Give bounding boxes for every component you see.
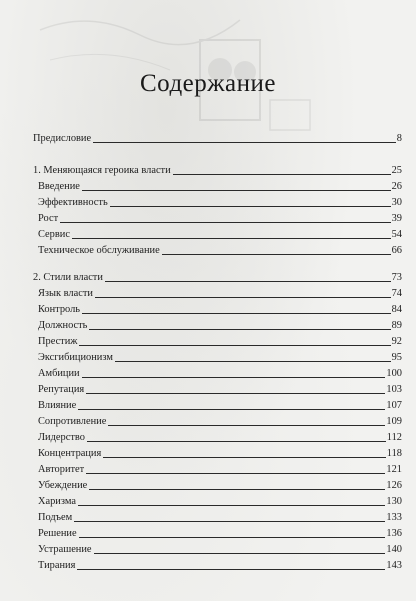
toc-leader bbox=[110, 205, 391, 207]
toc-leader bbox=[72, 237, 391, 239]
toc-entry bbox=[33, 129, 402, 145]
toc-entry-page: 8 bbox=[396, 133, 402, 144]
toc-leader bbox=[108, 424, 385, 426]
toc-entry-page: 112 bbox=[386, 432, 402, 443]
toc-entry-label: Эффективность bbox=[38, 197, 108, 208]
toc-entry bbox=[38, 524, 402, 540]
toc-entry-label: Харизма bbox=[38, 496, 76, 507]
toc-leader bbox=[79, 536, 386, 538]
toc-leader bbox=[77, 568, 385, 570]
toc-entry-page: 25 bbox=[391, 165, 402, 176]
toc-leader bbox=[79, 344, 390, 346]
toc-entry bbox=[38, 348, 402, 364]
toc-entry bbox=[38, 225, 402, 241]
toc-entry-page: 26 bbox=[391, 181, 402, 192]
toc-leader bbox=[60, 221, 390, 223]
toc-entry bbox=[33, 161, 402, 177]
toc-leader bbox=[82, 312, 391, 314]
toc-entry-page: 143 bbox=[386, 560, 402, 571]
toc-entry bbox=[38, 556, 402, 572]
toc-entry-label: Контроль bbox=[38, 304, 81, 315]
toc-entry-page: 118 bbox=[386, 448, 402, 459]
toc-entry-page: 130 bbox=[386, 496, 402, 507]
toc-entry-page: 133 bbox=[386, 512, 402, 523]
toc-entry bbox=[38, 316, 402, 332]
toc-leader bbox=[162, 253, 391, 255]
toc-entry bbox=[38, 332, 402, 348]
toc-entry-page: 103 bbox=[386, 384, 402, 395]
toc-entry-label: 2. Стили власти bbox=[33, 272, 103, 283]
toc-entry-label: Авторитет bbox=[38, 464, 85, 475]
toc-entry-page: 140 bbox=[386, 544, 402, 555]
toc-entry bbox=[38, 396, 402, 412]
toc-leader bbox=[82, 376, 386, 378]
toc-entry bbox=[38, 193, 402, 209]
toc-entry bbox=[38, 444, 402, 460]
toc-entry-page: 121 bbox=[386, 464, 402, 475]
toc-entry-label: Влияние bbox=[38, 400, 77, 411]
toc-entry-page: 66 bbox=[391, 245, 402, 256]
toc-entry-page: 92 bbox=[391, 336, 402, 347]
toc-entry-label: Техническое обслуживание bbox=[38, 245, 160, 256]
toc-leader bbox=[78, 504, 385, 506]
toc-leader bbox=[82, 189, 391, 191]
toc-entry bbox=[38, 492, 402, 508]
toc-entry bbox=[38, 476, 402, 492]
toc-entry bbox=[38, 284, 402, 300]
toc-leader bbox=[115, 360, 391, 362]
toc-entry-page: 100 bbox=[386, 368, 402, 379]
toc-entry-label: Концентрация bbox=[38, 448, 102, 459]
toc-entry bbox=[33, 268, 402, 284]
toc-entry bbox=[38, 508, 402, 524]
toc-entry-page: 136 bbox=[386, 528, 402, 539]
toc-leader bbox=[86, 392, 385, 394]
toc-leader bbox=[93, 141, 396, 143]
toc-leader bbox=[94, 552, 386, 554]
toc-entry-label: Язык власти bbox=[38, 288, 93, 299]
toc-entry-page: 95 bbox=[391, 352, 402, 363]
toc-entry-label: Должность bbox=[38, 320, 88, 331]
toc-entry-page: 74 bbox=[391, 288, 402, 299]
toc-entry bbox=[38, 412, 402, 428]
toc-entry-page: 126 bbox=[386, 480, 402, 491]
toc-entry-label: Убеждение bbox=[38, 480, 88, 491]
toc-entry-label: Тирания bbox=[38, 560, 76, 571]
toc-entry bbox=[38, 300, 402, 316]
toc-entry-label: Устрашение bbox=[38, 544, 92, 555]
toc-leader bbox=[87, 440, 386, 442]
toc-entry bbox=[38, 428, 402, 444]
toc-leader bbox=[89, 488, 385, 490]
toc-leader bbox=[95, 296, 391, 298]
toc-entry-label: Репутация bbox=[38, 384, 85, 395]
toc-entry bbox=[38, 540, 402, 556]
toc-entry-label: Престиж bbox=[38, 336, 78, 347]
toc-entry-page: 109 bbox=[386, 416, 402, 427]
toc-entry-label: Сопротивление bbox=[38, 416, 107, 427]
toc-entry bbox=[38, 241, 402, 257]
toc-entry-page: 84 bbox=[391, 304, 402, 315]
toc-entry-label: Лидерство bbox=[38, 432, 85, 443]
toc-entry-label: Эксгибиционизм bbox=[38, 352, 113, 363]
toc-entry-page: 39 bbox=[391, 213, 402, 224]
toc-entry-label: Рост bbox=[38, 213, 59, 224]
toc-entry-label: Введение bbox=[38, 181, 80, 192]
toc-leader bbox=[89, 328, 390, 330]
toc-entry-label: Подъем bbox=[38, 512, 73, 523]
toc-entry-page: 73 bbox=[391, 272, 402, 283]
toc-entry bbox=[38, 460, 402, 476]
toc-entry-label: Амбиции bbox=[38, 368, 80, 379]
toc-entry-page: 107 bbox=[386, 400, 402, 411]
toc-entry bbox=[38, 380, 402, 396]
toc-entry bbox=[38, 177, 402, 193]
toc-leader bbox=[103, 456, 386, 458]
toc-leader bbox=[74, 520, 385, 522]
toc-entry-label: Предисловие bbox=[33, 133, 92, 144]
toc-entry-page: 30 bbox=[391, 197, 402, 208]
toc-entry bbox=[38, 364, 402, 380]
toc-entry-label: Решение bbox=[38, 528, 77, 539]
toc-entry-page: 89 bbox=[391, 320, 402, 331]
toc-entry-label: Сервис bbox=[38, 229, 70, 240]
toc-leader bbox=[105, 280, 391, 282]
toc-entry bbox=[38, 209, 402, 225]
page-title: Содержание bbox=[140, 70, 276, 97]
toc-leader bbox=[78, 408, 385, 410]
toc-entry-label: 1. Меняющаяся героика власти bbox=[33, 165, 171, 176]
toc-leader bbox=[86, 472, 385, 474]
toc-entry-page: 54 bbox=[391, 229, 402, 240]
toc-leader bbox=[173, 173, 391, 175]
